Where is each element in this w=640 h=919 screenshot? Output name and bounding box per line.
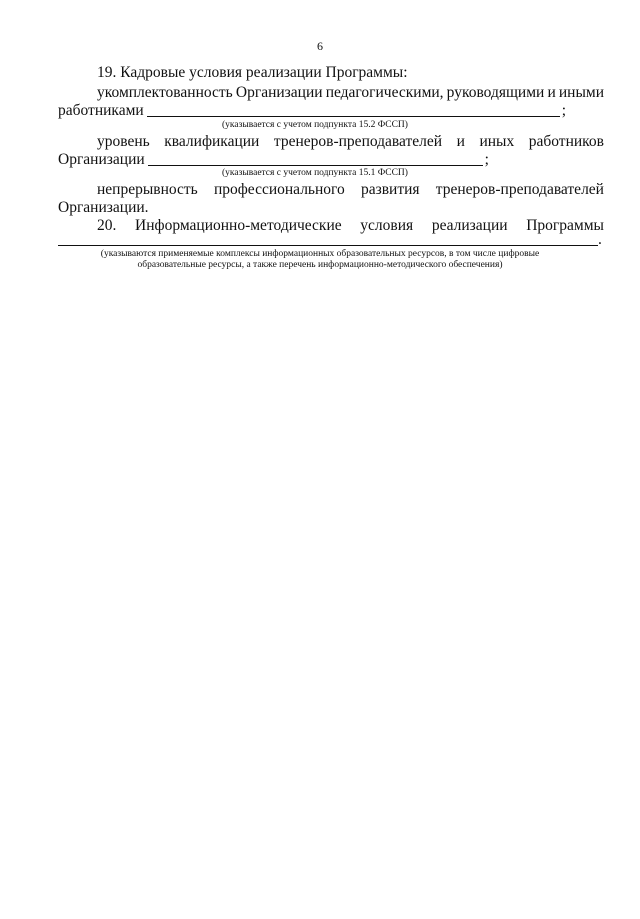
qualification-caption: (указывается с учетом подпункта 15.1 ФССП) xyxy=(222,168,408,178)
staffing-line xyxy=(97,84,604,102)
staffing-end-mark: ; xyxy=(561,102,567,119)
development-line xyxy=(97,181,604,199)
staffing-caption: (указывается с учетом подпункта 15.2 ФССП) xyxy=(222,120,408,130)
section-20-word: Программы xyxy=(526,217,604,234)
section-20-word: реализации xyxy=(431,217,508,234)
section-20-blank-field[interactable] xyxy=(58,245,598,246)
staffing-word: укомплектованность xyxy=(97,84,233,101)
page-number: 6 xyxy=(317,39,323,53)
section-20-word: условия xyxy=(360,217,414,234)
qualification-word: тренеров-преподавателей xyxy=(273,133,443,150)
development-word: тренеров-преподавателей xyxy=(435,181,604,198)
staffing-word: педагогическими, xyxy=(325,84,444,101)
section-20-caption-line-1: (указываются применяемые комплексы информационных образовательных ресурсов, в том числе цифровые xyxy=(100,249,540,259)
staffing-word: иными xyxy=(558,84,604,101)
section-20-caption-line-2: образовательные ресурсы, а также перечень информационно-методического обеспечения) xyxy=(137,260,503,270)
section-19-heading: 19. Кадровые условия реализации Программы: xyxy=(97,64,408,81)
staffing-continuation: работниками xyxy=(58,102,144,119)
staffing-blank-field[interactable] xyxy=(147,103,560,117)
section-20-heading xyxy=(97,217,604,235)
qualification-line xyxy=(97,133,604,151)
development-continuation: Организации. xyxy=(58,199,149,216)
section-20-word: Информационно-методические xyxy=(135,217,342,234)
qualification-continuation: Организации xyxy=(58,151,145,168)
staffing-word: Организации xyxy=(235,84,323,101)
staffing-fill-line xyxy=(58,102,604,120)
qualification-word: квалификации xyxy=(164,133,260,150)
staffing-word: руководящими xyxy=(446,84,545,101)
qualification-word: работников xyxy=(528,133,604,150)
qualification-end-mark: ; xyxy=(484,151,489,168)
qualification-word: иных xyxy=(479,133,515,150)
qualification-blank-field[interactable] xyxy=(148,152,483,166)
qualification-fill-line xyxy=(58,151,604,169)
qualification-word: и xyxy=(456,133,465,150)
development-word: непрерывность xyxy=(97,181,198,198)
development-word: профессионального xyxy=(213,181,345,198)
qualification-word: уровень xyxy=(97,133,150,150)
staffing-word: и xyxy=(547,84,556,101)
section-20-end-mark: . xyxy=(598,231,602,248)
development-word: развития xyxy=(360,181,420,198)
section-20-word: 20. xyxy=(97,217,117,234)
